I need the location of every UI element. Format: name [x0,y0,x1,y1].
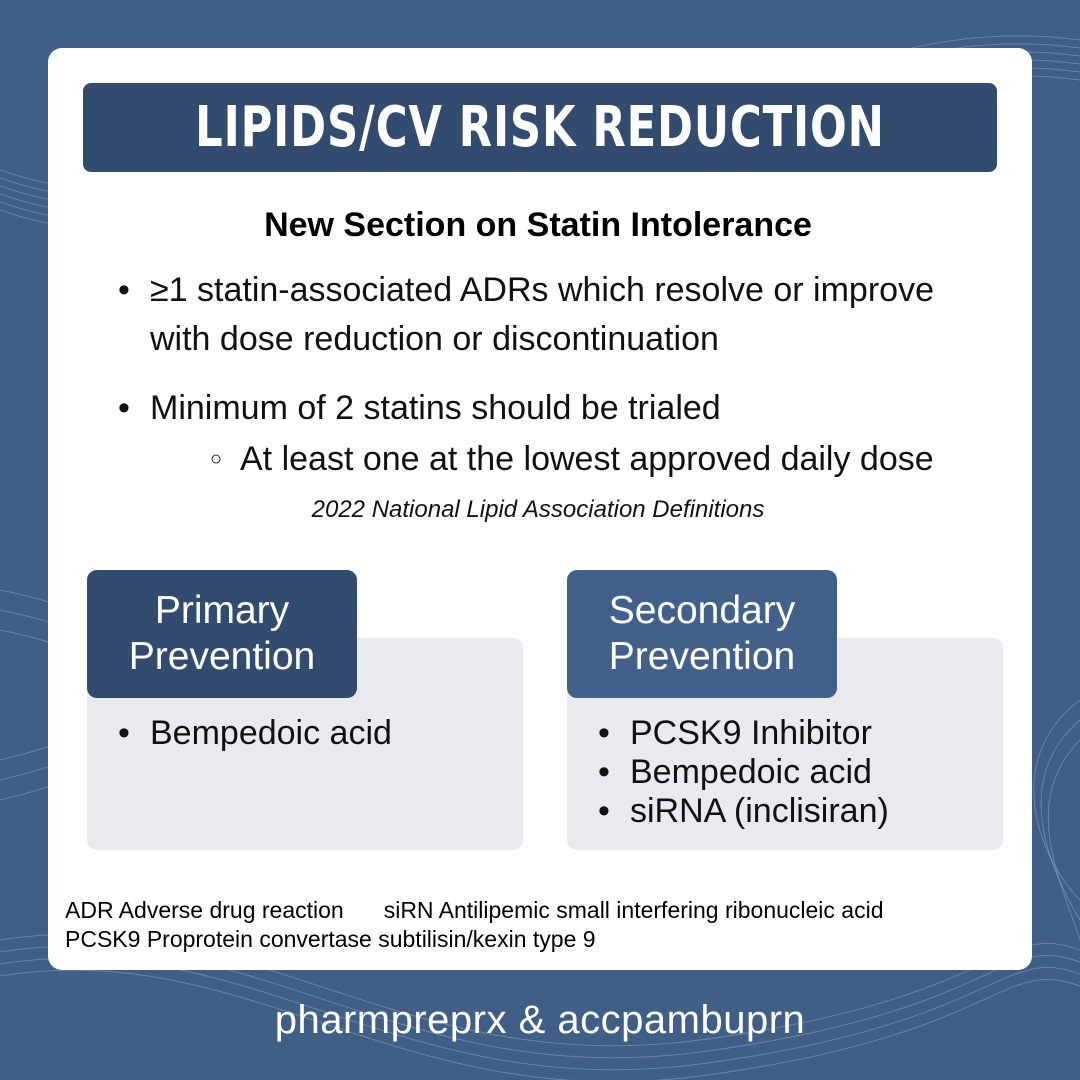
list-item: • PCSK9 Inhibitor [600,714,889,753]
list-item: • ≥1 statin-associated ADRs which resolve or improve with dose reduction or discontinuation [120,266,1000,364]
sub-list-item: ○ At least one at the lowest approved daily dose [210,435,1000,484]
credit-handle: pharmpreprx & accpambuprn [274,998,806,1042]
source-citation: 2022 National Lipid Association Definitions [311,496,765,523]
secondary-title-line1: Secondary [608,589,796,632]
primary-title-line1: Primary [154,589,290,632]
title-banner [83,83,997,172]
list-item: • Bempedoic acid [600,753,889,792]
primary-title-line2: Prevention [128,635,316,678]
footnote-adr: ADR Adverse drug reaction [65,897,344,923]
list-item: • Minimum of 2 statins should be trialed [120,384,1000,433]
primary-prevention-list [120,714,392,753]
secondary-prevention-tag [567,570,837,698]
content-card [48,48,1032,970]
section-heading: New Section on Statin Intolerance [264,206,812,244]
statin-intolerance-list [120,266,1000,484]
page-title: LIPIDS/CV RISK REDUCTION [195,95,885,160]
footnote-sirn: siRN Antilipemic small interfering ribonucleic acid [383,897,884,923]
footnote-pcsk9: PCSK9 Proprotein convertase subtilisin/kexin type 9 [65,926,596,952]
list-item: • Bempedoic acid [120,714,392,753]
secondary-title-line2: Prevention [608,635,796,678]
abbreviation-footnotes [65,896,884,954]
primary-prevention-tag [87,570,357,698]
secondary-prevention-list [600,714,889,831]
list-item: • siRNA (inclisiran) [600,792,889,831]
